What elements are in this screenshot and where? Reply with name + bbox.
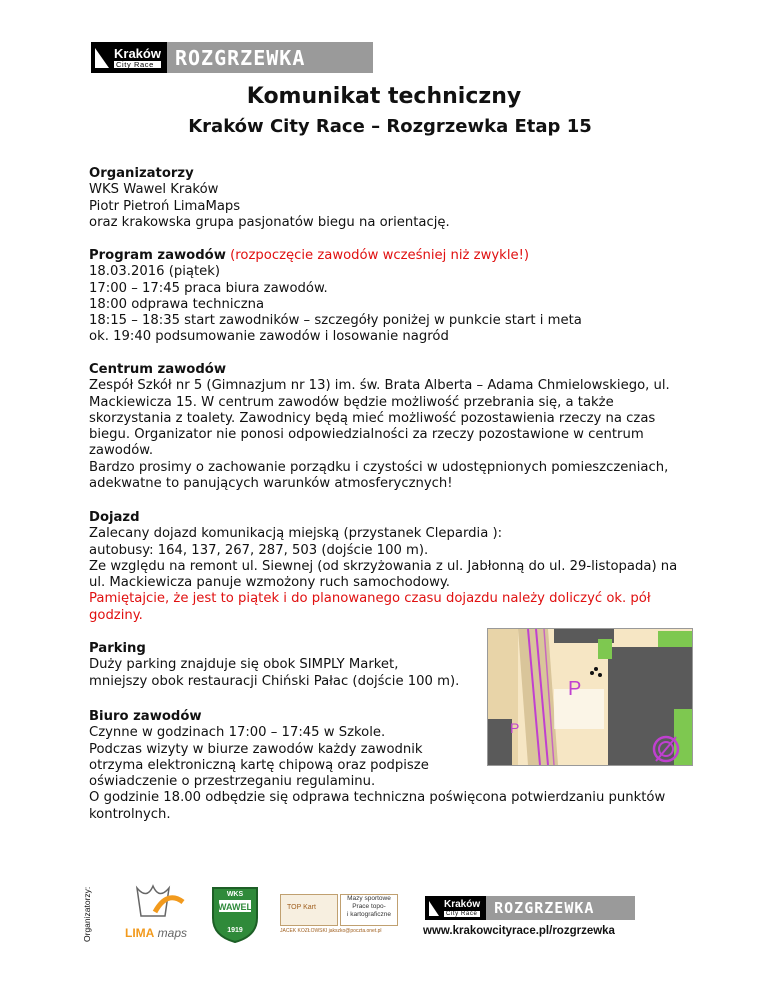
top-contact: JACEK KOZŁOWSKI jakszko@poczta.onet.pl [280, 928, 382, 934]
section-centrum [89, 362, 729, 492]
text-line: WKS Wawel Kraków [89, 182, 219, 198]
program-note: (rozpoczęcie zawodów wcześniej niż zwykle!) [230, 248, 530, 263]
text-line: Podczas wizyty w biurze zawodów każdy zawodnik [89, 741, 423, 757]
top-desc-line: i kartograficzne [346, 911, 392, 918]
maps-text: maps [157, 926, 188, 940]
top-kart-text: TOP Kart [287, 904, 316, 911]
wawel-text: WAWEL [218, 902, 252, 912]
text-line: ok. 19:40 podsumowanie zawodów i losowanie nagród [89, 329, 449, 345]
wks-wawel-logo [205, 882, 265, 944]
lima-maps-logo [125, 882, 195, 942]
text-line: 18:00 odprawa techniczna [89, 296, 265, 312]
text-line: ul. Mackiewicza panuje wzmożony ruch samochodowy. [89, 575, 450, 591]
section-dojazd [89, 510, 729, 624]
footer-logo-rozgrzewka: ROZGRZEWKA [494, 899, 595, 917]
text-line: Ze względu na remont ul. Siewnej (od skrzyżowania z ul. Jabłonną do ul. 29-listopada) na [89, 558, 678, 574]
top-kart-logo [280, 894, 402, 940]
text-line: 18:15 – 18:35 start zawodników – szczegóły poniżej w punkcie start i meta [89, 313, 582, 329]
logo-city-race: City Race [114, 61, 161, 69]
footer-logo-city-race: City Race [444, 911, 480, 917]
text-line: skorzystania z toalety. Zawodnicy będą mieć możliwość pozostawienia rzeczy na czas [89, 410, 656, 426]
text-line: otrzyma elektroniczną kartę chipową oraz podpisze [89, 757, 429, 773]
top-desc-line: Prace topo- [352, 903, 386, 910]
warning-line: godziny. [89, 607, 143, 623]
section-program [89, 248, 729, 346]
footer-logo-mark-icon [429, 901, 439, 916]
lima-logo-icon [125, 882, 195, 924]
warning-line: Pamiętajcie, że jest to piątek i do planowanego czasu dojazdu należy doliczyć ok. pół [89, 591, 651, 607]
wks-year-text: 1919 [227, 927, 243, 934]
section-parking [89, 641, 479, 690]
race-logo [91, 42, 373, 73]
text-line: oświadczenie o przestrzeganiu regulaminu. [89, 774, 376, 790]
logo-mark-icon [95, 48, 109, 68]
text-line: Mackiewicza 15. W centrum zawodów będzie możliwość przebrania się, a także [89, 394, 614, 410]
footer-race-logo [425, 896, 635, 920]
text-line: Duży parking znajduje się obok SIMPLY Market, [89, 657, 399, 673]
wks-wawel-crest-icon [205, 882, 265, 944]
orienteering-map [487, 628, 693, 766]
map-parking-label-small: P [510, 720, 520, 736]
footer-logo-krakow: Kraków [444, 898, 481, 910]
text-line: 17:00 – 17:45 praca biura zawodów. [89, 280, 328, 296]
section-heading: Parking [89, 641, 146, 656]
organizers-label: Organizatorzy: [82, 886, 92, 942]
text-line: autobusy: 164, 137, 267, 287, 503 (dojście 100 m). [89, 542, 429, 558]
text-line: kontrolnych. [89, 806, 171, 822]
wks-text: WKS [226, 891, 244, 898]
top-desc-line: Mazy sportowe [347, 895, 391, 902]
footer-krakow-city-race-logo [425, 896, 486, 920]
text-line: Bardzo prosimy o zachowanie porządku i czystości w udostępnionych pomieszczeniach, [89, 459, 669, 475]
map-parking-label: P [568, 678, 582, 700]
website-url[interactable]: www.krakowcityrace.pl/rozgrzewka [423, 925, 615, 937]
text-line: Zespół Szkół nr 5 (Gimnazjum nr 13) im. św. Brata Alberta – Adama Chmielowskiego, ul. [89, 378, 670, 394]
text-line: Piotr Pietroń LimaMaps [89, 198, 241, 214]
text-line: zawodów. [89, 443, 154, 459]
section-heading: Centrum zawodów [89, 362, 227, 377]
page-subtitle: Kraków City Race – Rozgrzewka Etap 15 [188, 116, 592, 137]
text-line: O godzinie 18.00 odbędzie się odprawa techniczna poświęcona potwierdzaniu punktów [89, 790, 666, 806]
logo-rozgrzewka: ROZGRZEWKA [174, 45, 306, 70]
section-heading: Program zawodów [89, 248, 226, 263]
section-organizers [89, 166, 729, 231]
section-heading: Biuro zawodów [89, 709, 202, 724]
krakow-city-race-logo [91, 42, 167, 73]
text-line: adekwatne to panujących warunków atmosferycznych! [89, 476, 453, 492]
text-line: biegu. Organizator nie ponosi odpowiedzialności za rzeczy pozostawione w centrum [89, 427, 644, 443]
logo-krakow: Kraków [114, 45, 161, 61]
text-line: oraz krakowska grupa pasjonatów biegu na orientację. [89, 214, 450, 230]
section-heading: Dojazd [89, 510, 140, 525]
map-graphic [488, 629, 692, 765]
text-line: Czynne w godzinach 17:00 – 17:45 w Szkole. [89, 725, 386, 741]
text-line: 18.03.2016 (piątek) [89, 264, 221, 280]
section-heading: Organizatorzy [89, 166, 194, 181]
lima-text: LIMA [125, 926, 155, 940]
text-line: Zalecany dojazd komunikacją miejską (przystanek Clepardia ): [89, 526, 503, 542]
text-line: mniejszy obok restauracji Chiński Pałac (dojście 100 m). [89, 673, 460, 689]
page-title: Komunikat techniczny [246, 84, 522, 109]
